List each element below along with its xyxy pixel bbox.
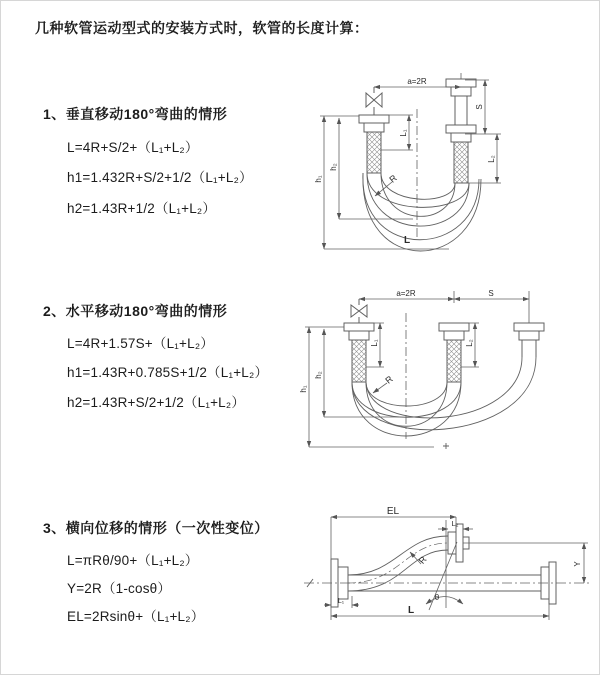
right-hose-fitting xyxy=(514,323,544,357)
section-1-formula-h1: h1=1.432R+S/2+1/2（L₁+L₂） xyxy=(67,170,253,185)
dim-label-l1: L₁ xyxy=(399,129,408,137)
section-3-heading: 3、横向位移的情形（一次性变位） xyxy=(43,520,269,536)
dim-label-y: Y xyxy=(573,561,582,567)
dim-label-l2: L₂ xyxy=(465,339,474,347)
dim-label-h2: h₂ xyxy=(314,371,323,379)
left-hose-fitting xyxy=(344,323,374,382)
angle-reference-lines xyxy=(426,520,463,610)
dim-label-h1: h₁ xyxy=(314,175,323,183)
dim-label-r: R xyxy=(383,373,395,386)
dimension-lines xyxy=(305,291,529,447)
section-2-formula-L: L=4R+1.57S+（L₁+L₂） xyxy=(67,336,214,351)
dim-label-h1: h₁ xyxy=(299,385,308,393)
left-hose-fitting xyxy=(359,115,389,173)
right-hose-fitting xyxy=(446,79,476,183)
hose-curves xyxy=(363,173,481,251)
dimension-lines xyxy=(320,73,501,249)
section-1-formula-L: L=4R+S/2+（L₁+L₂） xyxy=(67,140,199,155)
section-2-heading: 2、水平移动180°弯曲的情形 xyxy=(43,303,228,319)
dim-label-l: L xyxy=(407,605,415,616)
middle-hose-fitting xyxy=(439,323,469,382)
dim-label-r: R xyxy=(387,172,399,185)
dim-label-el: EL xyxy=(386,506,400,517)
dim-label-theta: θ xyxy=(434,593,440,602)
section-1-formula-h2: h2=1.43R+1/2（L₁+L₂） xyxy=(67,201,217,216)
dim-label-a2r: a=2R xyxy=(407,77,427,86)
page-title: 几种软管运动型式的安装方式时，软管的长度计算： xyxy=(35,20,369,36)
diagram-vertical-180-bend xyxy=(297,67,597,267)
dim-label-r: R xyxy=(416,554,429,566)
diagram-horizontal-180-bend xyxy=(294,279,600,469)
section-3-formula-Y: Y=2R（1-cosθ） xyxy=(67,581,172,596)
dim-label-s: S xyxy=(488,289,494,298)
dim-label-l2: L₂ xyxy=(451,519,459,528)
section-2-formula-h1: h1=1.43R+0.785S+1/2（L₁+L₂） xyxy=(67,365,269,380)
dim-label-a2r: a=2R xyxy=(396,289,416,298)
dim-label-l2: L₂ xyxy=(487,155,496,163)
valve-icon xyxy=(351,299,367,323)
hose-curves xyxy=(352,357,536,449)
valve-icon xyxy=(366,87,382,115)
dim-label-l: L xyxy=(403,235,411,246)
section-2-formula-h2: h2=1.43R+S/2+1/2（L₁+L₂） xyxy=(67,395,246,410)
dim-label-l1: L₁ xyxy=(370,339,379,347)
dim-label-h2: h₂ xyxy=(329,163,338,171)
section-3-formula-L: L=πRθ/90+（L₁+L₂） xyxy=(67,553,199,568)
section-1-heading: 1、垂直移动180°弯曲的情形 xyxy=(43,106,228,122)
diagram-lateral-displacement xyxy=(296,504,600,651)
section-3-formula-EL: EL=2Rsinθ+（L₁+L₂） xyxy=(67,609,205,624)
dim-label-s: S xyxy=(475,104,484,110)
dim-label-l1: L₁ xyxy=(337,598,345,605)
